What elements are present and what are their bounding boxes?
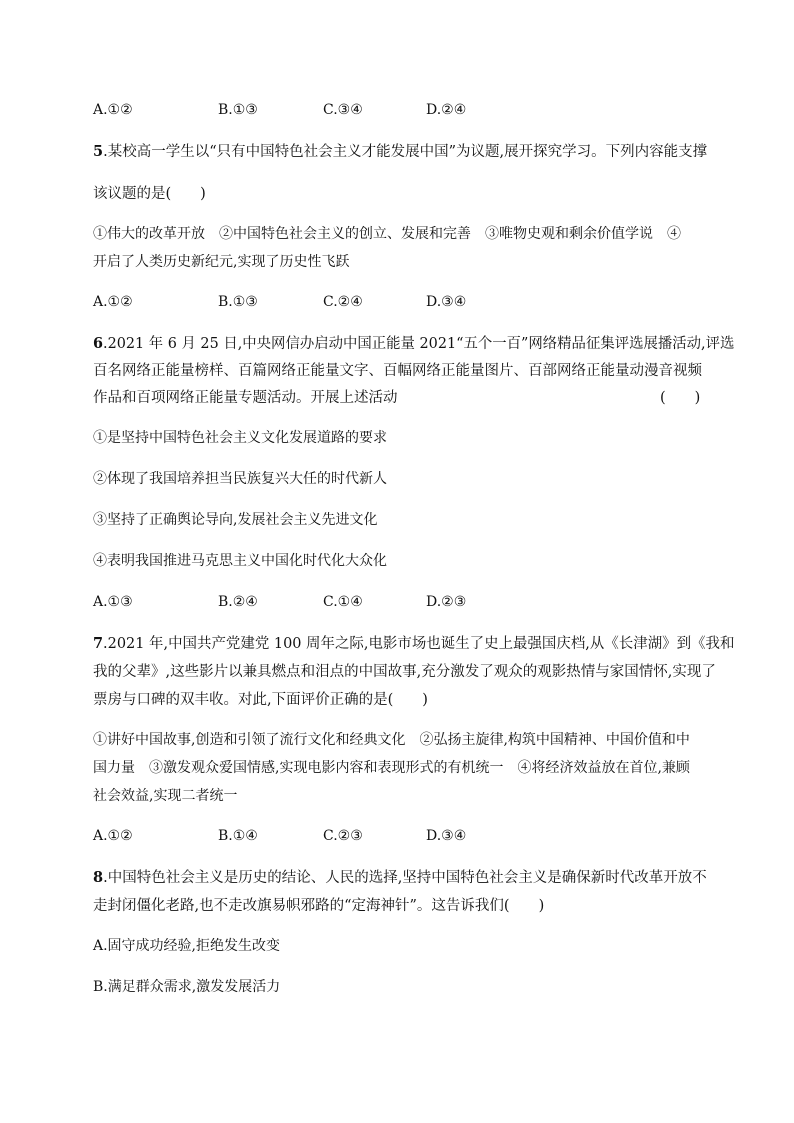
q6-stem-line-1: 6.2021 年 6 月 25 日,中央网信办启动中国正能量 2021“五个一百”网络精品征集评选展播活动,评选	[93, 335, 735, 352]
q6-stem-line-2: 百名网络正能量榜样、百篇网络正能量文字、百幅网络正能量图片、百部网络正能量动漫音视频	[93, 363, 702, 379]
q8-option-a: A.固守成功经验,拒绝发生改变	[93, 938, 281, 954]
q7-number: 7	[93, 635, 104, 652]
q4-options	[93, 100, 466, 120]
q4-option-a: A.①②	[93, 102, 133, 118]
q7-option-a: A.①②	[93, 828, 133, 844]
q6-option-c: C.①④	[323, 594, 363, 610]
q6-options	[93, 592, 466, 612]
q8-number: 8	[93, 869, 104, 886]
q4-option-d: D.②④	[426, 102, 467, 118]
q5-option-c: C.②④	[323, 294, 363, 310]
q5-options	[93, 292, 466, 312]
q4-option-b: B.①③	[218, 102, 258, 118]
q6-item-1: ①是坚持中国特色社会主义文化发展道路的要求	[93, 430, 387, 446]
q5-option-a: A.①②	[93, 294, 133, 310]
q7-option-c: C.②③	[323, 828, 363, 844]
q7-options	[93, 826, 466, 846]
q6-option-b: B.②④	[218, 594, 258, 610]
q7-items-line-3: 社会效益,实现二者统一	[93, 788, 238, 804]
q7-stem-line-1: 7.2021 年,中国共产党建党 100 周年之际,电影市场也诞生了史上最强国庆档,从《长津湖》到《我和	[93, 635, 735, 652]
q6-item-4: ④表明我国推进马克思主义中国化时代化大众化	[93, 553, 387, 569]
q6-answer-paren: ( )	[660, 390, 701, 406]
q5-option-b: B.①③	[218, 294, 258, 310]
q5-items-line-2: 开启了人类历史新纪元,实现了历史性飞跃	[93, 254, 350, 270]
q5-items-line-1: ①伟大的改革开放 ②中国特色社会主义的创立、发展和完善 ③唯物史观和剩余价值学说 ④	[93, 226, 681, 242]
q5-option-d: D.③④	[426, 294, 467, 310]
q7-option-b: B.①④	[218, 828, 258, 844]
q8-stem-line-2: 走封闭僵化老路,也不走改旗易帜邪路的“定海神针”。这告诉我们( )	[93, 898, 545, 914]
q7-option-d: D.③④	[426, 828, 467, 844]
q4-option-c: C.③④	[323, 102, 363, 118]
q6-item-3: ③坚持了正确舆论导向,发展社会主义先进文化	[93, 512, 378, 528]
q6-option-d: D.②③	[426, 594, 467, 610]
q8-stem-line-1: 8.中国特色社会主义是历史的结论、人民的选择,坚持中国特色社会主义是确保新时代改革开放不	[93, 869, 707, 886]
q7-items-line-2: 国力量 ③激发观众爱国情感,实现电影内容和表现形式的有机统一 ④将经济效益放在首位,兼顾	[93, 760, 690, 776]
q6-stem-line-3: 作品和百项网络正能量专题活动。开展上述活动	[93, 390, 398, 406]
q5-number: 5	[93, 143, 104, 160]
q6-number: 6	[93, 335, 104, 352]
q5-stem-line-1: 5.某校高一学生以“只有中国特色社会主义才能发展中国”为议题,展开探究学习。下列内容能支撑	[93, 143, 708, 160]
q7-items-line-1: ①讲好中国故事,创造和引领了流行文化和经典文化 ②弘扬主旋律,构筑中国精神、中国价值和中	[93, 732, 690, 748]
q6-option-a: A.①③	[93, 594, 133, 610]
q8-option-b: B.满足群众需求,激发发展活力	[93, 979, 281, 995]
q7-stem-line-3: 票房与口碑的双丰收。对此,下面评价正确的是( )	[93, 692, 428, 708]
q6-item-2: ②体现了我国培养担当民族复兴大任的时代新人	[93, 471, 387, 487]
q5-stem-line-2: 该议题的是( )	[93, 186, 206, 202]
q7-stem-line-2: 我的父辈》,这些影片以兼具燃点和泪点的中国故事,充分激发了观众的观影热情与家国情怀,实现了	[93, 664, 716, 680]
